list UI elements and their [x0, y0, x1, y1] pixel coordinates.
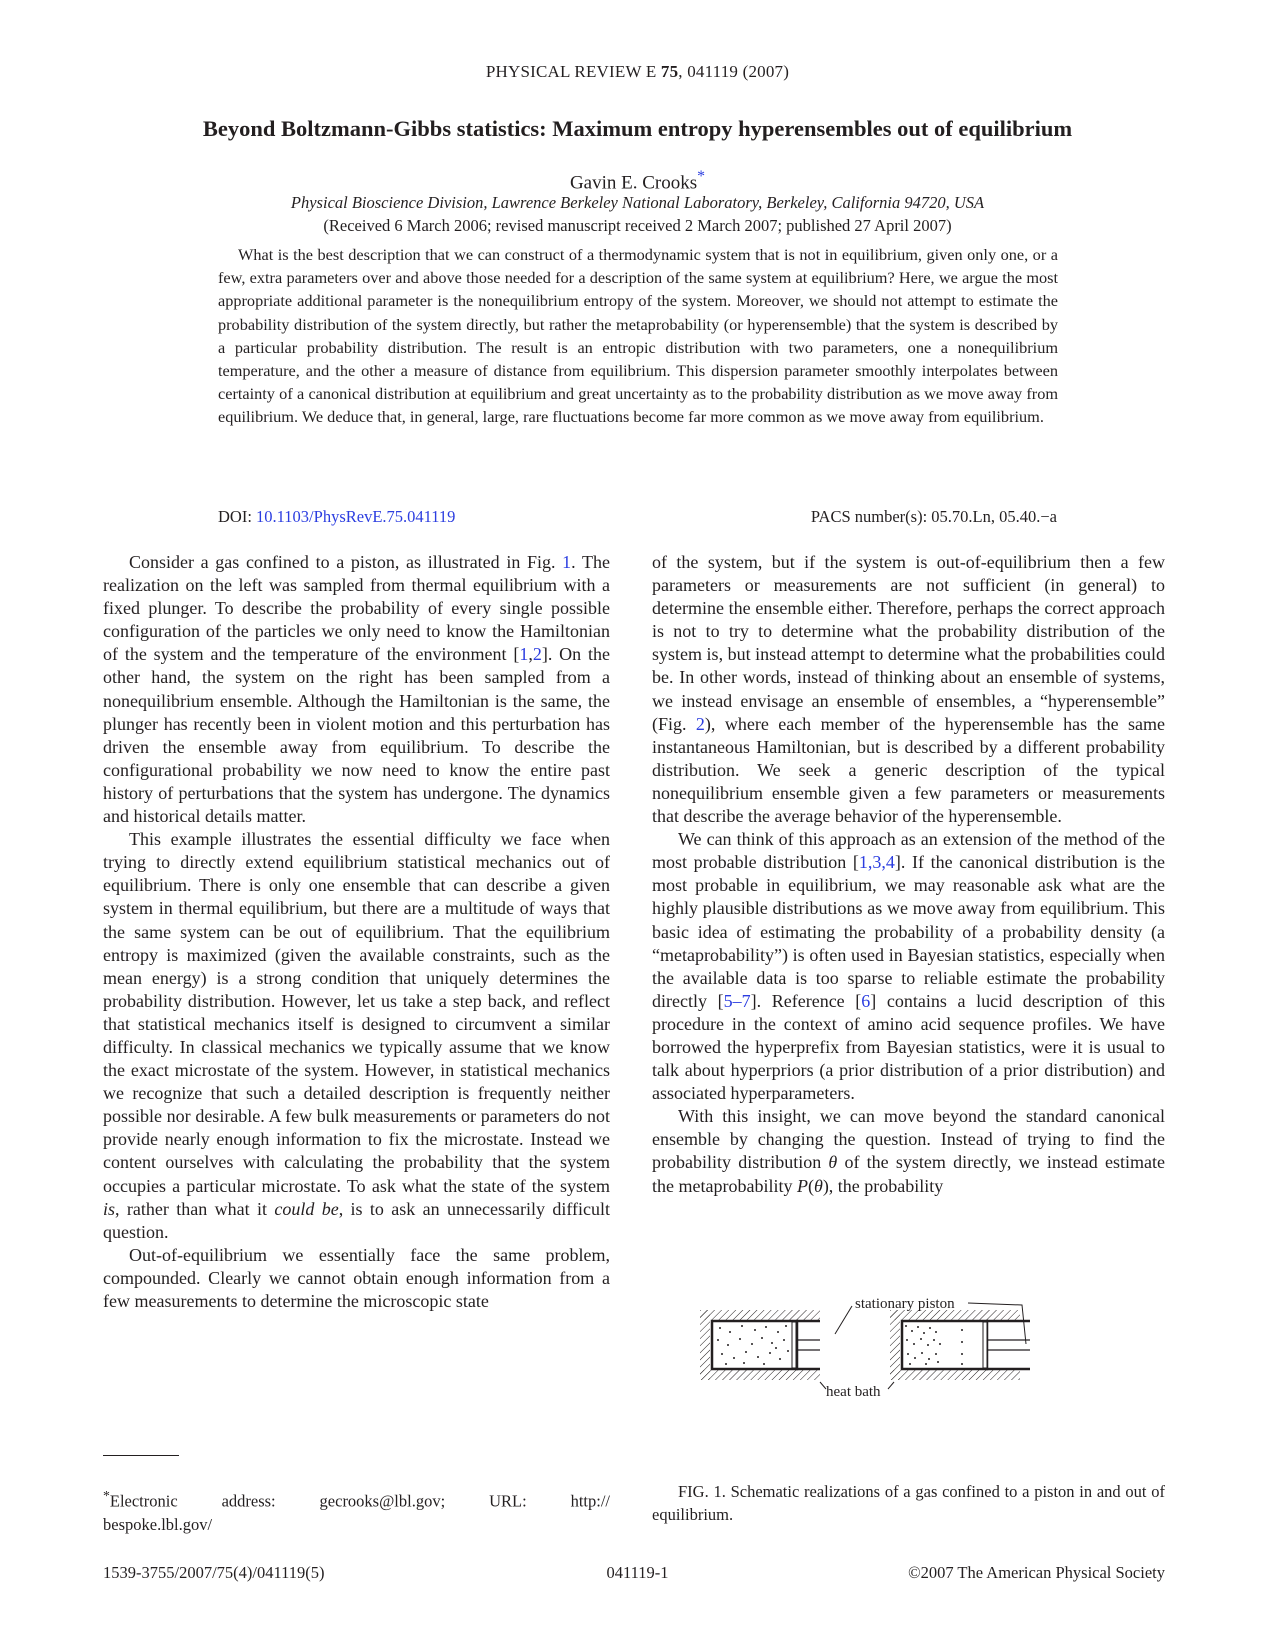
piston-figure: [700, 1296, 1060, 1436]
doi-label: DOI:: [218, 507, 252, 526]
text: Consider a gas confined to a piston, as illustrated in Fig.: [129, 552, 563, 572]
pacs-numbers: PACS number(s): 05.70.Ln, 05.40.−a: [810, 507, 1057, 526]
paragraph: [103, 828, 610, 1244]
affiliation: Physical Bioscience Division, Lawrence Berkeley National Laboratory, Berkeley, California 94720, USA: [290, 193, 985, 212]
text: , rather than what it: [115, 1198, 275, 1219]
text: of the system, but if the system is out-of-equilibrium then a few parameters or measurements are not sufficient (in general) to determine the ensemble either. Therefore, perhaps the correct approach is not to try to determine what the probability distribution of the system is, but instead attempt to determine what the probabilities could be. In other words, instead of thinking about an ensemble of systems, we instead envisage an ensemble of ensembles, a “hyperensemble” (Fig.: [652, 552, 1165, 734]
doi-link[interactable]: 10.1103/PhysRevE.75.041119: [256, 507, 456, 526]
author-footnote-link[interactable]: *: [697, 168, 706, 185]
footnote-mark: *: [103, 1488, 110, 1503]
citation-link[interactable]: 6: [861, 990, 871, 1011]
text: ), the probability: [822, 1175, 944, 1196]
footnote: [103, 1484, 610, 1536]
journal-volume: 75: [660, 62, 679, 81]
fig-ref-link[interactable]: 2: [695, 713, 705, 734]
text: , is to ask an unnecessarily difficult question.: [103, 1198, 611, 1242]
equilibrium-piston: [700, 1310, 820, 1380]
paragraph: [652, 828, 1165, 1105]
text: . The realization on the left was sampled from thermal equilibrium with a fixed plunger. To describe the probability of every single possible configuration of the particles we only need to know the Hamiltonian of the system and the temperature of the environment [: [103, 552, 610, 665]
paragraph: Out-of-equilibrium we essentially face the same problem, compounded. Clearly we cannot obtain enough information from a few measurements to determine the microscopic state: [103, 1244, 610, 1311]
text: (: [807, 1175, 814, 1196]
text: ]. On the other hand, the system on the right has been sampled from a nonequilibrium ensemble. Although the Hamiltonian is the same, the plunger has recently been in violent motion and this perturbation has driven the ensemble away from equilibrium. To describe the configurational probability we now need to know the entire past history of perturbations that the system has undergone. The dynamics and historical details matter.: [103, 644, 611, 827]
article-number-year: , 041119 (2007): [678, 62, 790, 81]
citation-link[interactable]: 1: [519, 644, 529, 665]
footnote-url[interactable]: bespoke.lbl.gov/: [103, 1514, 213, 1534]
paragraph: [652, 1105, 1165, 1197]
text: ]. If the canonical distribution is the most probable in equilibrium, we may reasonable ask what are the highly plausible distributions as we move away from equilibrium. This basic idea of estimating the probability of a probability density (a “metaprobability”) is often used in Bayesian statistics, especially when the available data is too sparse to reliable estimate the probability directly [: [652, 852, 1165, 1011]
emphasis: is: [103, 1198, 116, 1219]
text: With this insight, we can move beyond the standard canonical ensemble by changing the question. Instead of trying to find the probability distribution: [652, 1106, 1165, 1173]
publication-dates: (Received 6 March 2006; revised manuscript received 2 March 2007; published 27 April 2007): [323, 216, 952, 235]
left-column: [103, 551, 610, 1313]
text: ), where each member of the hyperensemble has the same instantaneous Hamiltonian, but is described by a different probability distribution. We seek a generic description of the typical nonequilibrium ensemble given a few parameters or measurements that describe the average behavior of the hyperensemble.: [652, 713, 1165, 827]
emphasis: could be: [274, 1198, 339, 1219]
abstract: What is the best description that we can construct of a thermodynamic system that is not in equilibrium, given only one, or a few, extra parameters over and above those needed for a description of the same system at equilibrium? Here, we argue the most appropriate additional parameter is the nonequilibrium entropy of the system. Moreover, we should not attempt to estimate the probability distribution of the system directly, but rather the metaprobability (or hyperensemble) that the system is described by a particular probability distribution. The result is an entropic distribution with two parameters, one a nonequilibrium temperature, and the other a measure of distance from equilibrium. This dispersion parameter smoothly interpolates between certainty of a canonical distribution at equilibrium and great uncertainty as to the probability distribution as we move away from equilibrium. We deduce that, in general, large, rare fluctuations become far more common as we move away from equilibrium.: [218, 245, 1058, 427]
paragraph: [652, 551, 1165, 828]
footer-page-number: 041119-1: [606, 1563, 669, 1582]
author-line: [0, 168, 1275, 194]
text: of the system directly, we instead estimate the metaprobability: [652, 1152, 1165, 1196]
citation-link[interactable]: 1,3,4: [858, 852, 895, 873]
journal-header: [0, 62, 1275, 82]
footer-issn: 1539-3755/2007/75(4)/041119(5): [103, 1563, 325, 1582]
doi-line: [218, 507, 455, 527]
text: We can think of this approach as an extension of the method of the most probable distribution [: [652, 829, 1165, 873]
fig-ref-link[interactable]: 1: [562, 552, 572, 572]
footnote-divider: [103, 1455, 179, 1456]
text: ]. Reference [: [750, 990, 862, 1011]
paragraph: [103, 551, 610, 828]
citation-link[interactable]: 5–7: [723, 990, 751, 1011]
journal-name: PHYSICAL REVIEW E: [485, 62, 657, 81]
figure-caption: FIG. 1. Schematic realizations of a gas confined to a piston in and out of equilibrium.: [652, 1482, 1165, 1524]
author-name: Gavin E. Crooks: [569, 172, 698, 194]
math-symbol: P: [796, 1175, 808, 1196]
stationary-piston-label: stationary piston: [855, 1296, 955, 1312]
text: ,: [528, 644, 533, 665]
citation-link[interactable]: 2: [532, 644, 542, 665]
paper-title: Beyond Boltzmann-Gibbs statistics: Maximum entropy hyperensembles out of equilibrium: [202, 116, 1073, 141]
nonequilibrium-piston: [890, 1310, 1030, 1380]
heat-bath-label: heat bath: [826, 1384, 881, 1400]
text: This example illustrates the essential difficulty we face when trying to directly extend equilibrium statistical mechanics out of equilibrium. There is only one ensemble that can describe a given system in thermal equilibrium, but there are a multitude of ways that the same system can be out of equilibrium. That the equilibrium entropy is maximized (given the available constraints, such as the mean energy) is a strong condition that uniquely determines the probability distribution. However, let us take a step back, and reflect that statistical mechanics itself is designed to circumvent a similar difficulty. In classical mechanics we typically assume that we know the exact microstate of the system. However, in statistical mechanics we recognize that such a detailed description is frequently neither possible nor desirable. A few bulk measurements or parameters do not provide nearly enough information to fix the microstate. Instead we content ourselves with calculating the probability that the system occupies a particular microstate. To ask what the state of the system: [103, 829, 610, 1196]
text: ] contains a lucid description of this procedure in the context of amino acid sequence profiles. We have borrowed the hyperprefix from Bayesian statistics, were it is usual to talk about hyperpriors (a prior distribution of a prior distribution) and associated hyperparameters.: [652, 990, 1165, 1104]
math-symbol: θ: [828, 1152, 838, 1173]
math-symbol: θ: [813, 1175, 823, 1196]
footer-copyright: ©2007 The American Physical Society: [908, 1563, 1165, 1582]
footnote-text: Electronic address: gecrooks@lbl.gov; URL: http://: [109, 1491, 610, 1511]
right-column: [652, 551, 1165, 1198]
